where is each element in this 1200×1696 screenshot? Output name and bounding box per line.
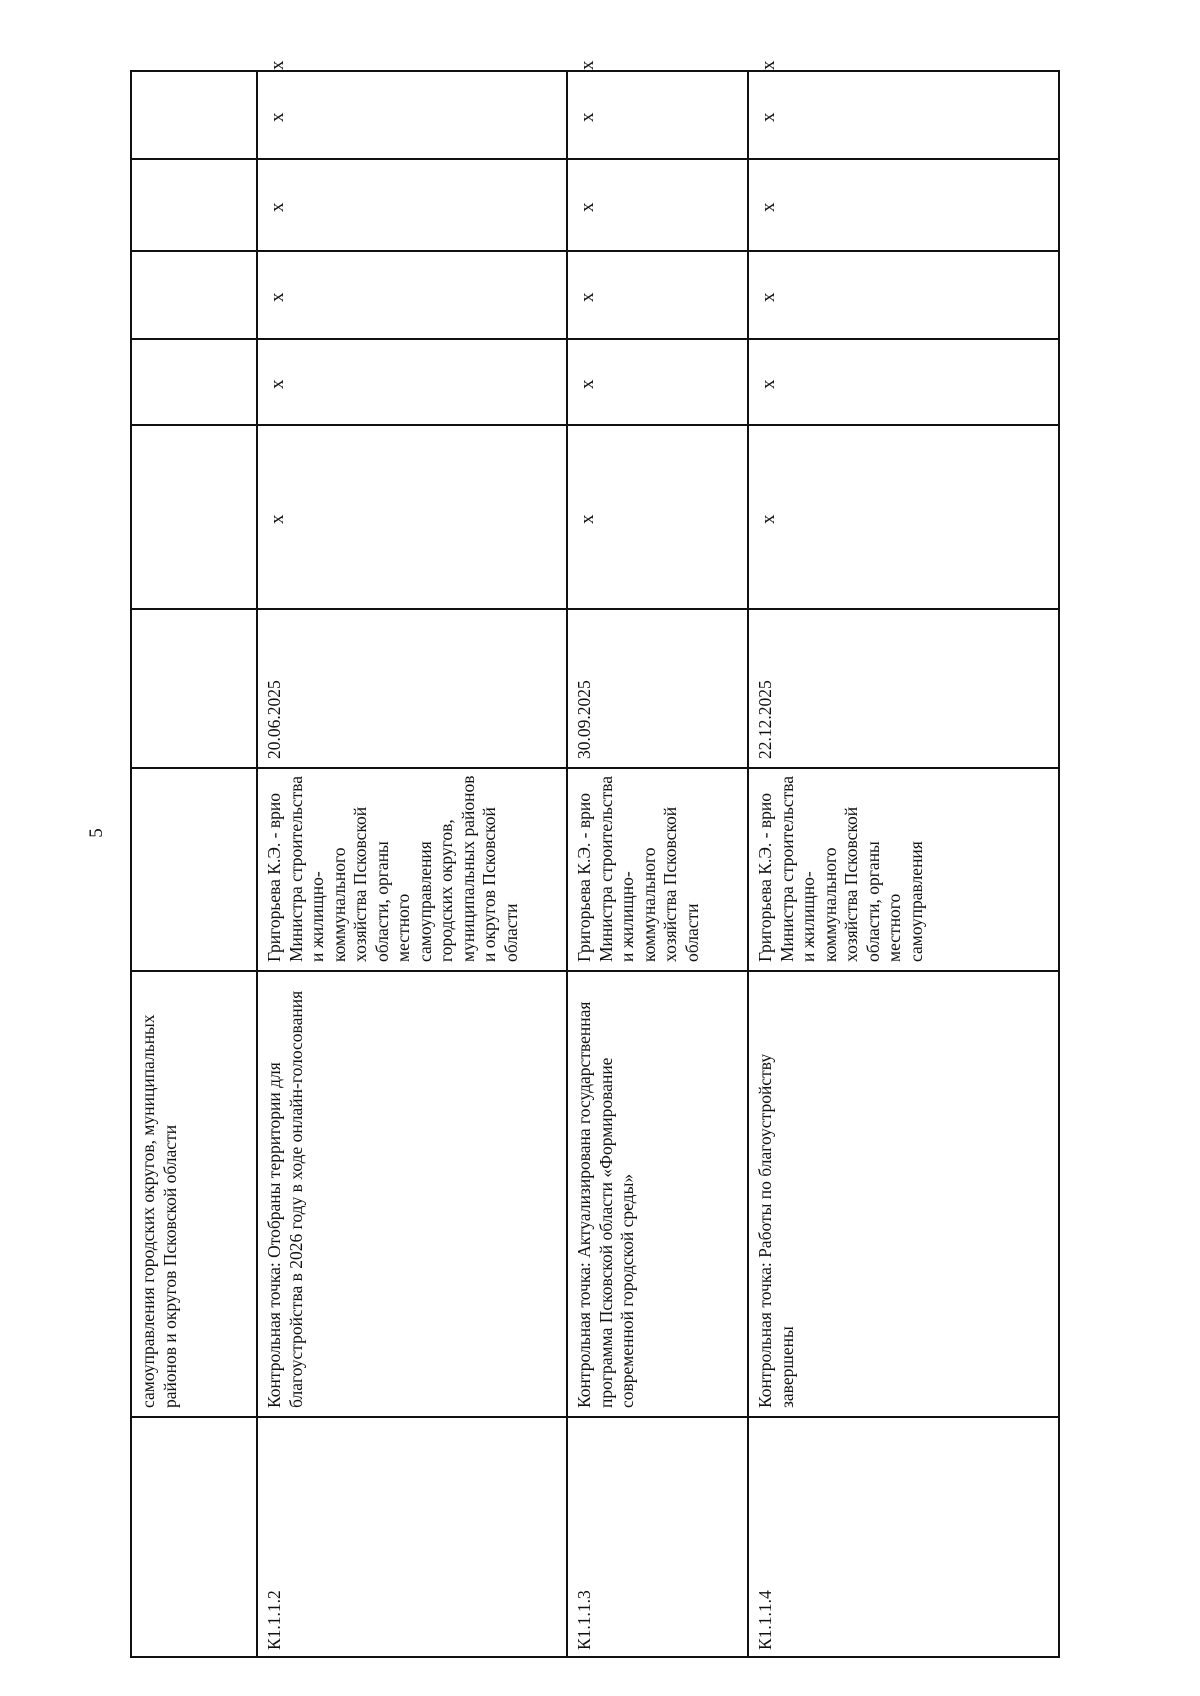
cell-x-mark: x	[577, 60, 598, 70]
row-responsible: Григорьева К.Э. - врио Министра строительства и жилищно-коммунального хозяйства Псковской области, органы местного самоуправления	[755, 775, 926, 962]
cell-x-mark: x	[267, 292, 288, 302]
row-code: К1.1.1.3	[574, 1590, 594, 1650]
row-responsible: Григорьева К.Э. - врио Министра строительства и жилищно-коммунального хозяйства Псковской области	[574, 775, 702, 962]
row-name: Контрольная точка: Работы по благоустройству завершены	[755, 1053, 797, 1408]
cell-x-mark: x	[267, 202, 288, 212]
row-responsible: Григорьева К.Э. - врио Министра строительства и жилищно-коммунального хозяйства Псковской области, органы местного самоуправления городских округов, муниципальных районов и округов Псковской области	[264, 775, 521, 962]
cell-x-mark: x	[758, 202, 779, 212]
cell-x-mark: x	[758, 379, 779, 389]
row-code: К1.1.1.4	[755, 1590, 775, 1650]
cell-x-mark: x	[577, 514, 598, 524]
cell-x-mark: x	[758, 112, 779, 122]
row-date: 30.09.2025	[574, 680, 594, 759]
continuation-cell-text: самоуправления городских округов, муниципальных районов и округов Псковской области	[138, 1014, 180, 1408]
row-code: К1.1.1.2	[264, 1590, 284, 1650]
row-name: Контрольная точка: Отобраны территории для благоустройства в 2026 году в ходе онлайн-голосования	[264, 990, 306, 1408]
cell-x-mark: x	[577, 292, 598, 302]
page-number: 5	[86, 828, 107, 838]
cell-x-mark: x	[577, 379, 598, 389]
row-date: 22.12.2025	[755, 680, 775, 759]
row-name: Контрольная точка: Актуализирована государственная программа Псковской области «Формирование современной городской среды»	[574, 1001, 637, 1408]
cell-x-mark: x	[267, 379, 288, 389]
cell-x-mark: x	[758, 292, 779, 302]
cell-x-mark: x	[267, 514, 288, 524]
cell-x-mark: x	[577, 202, 598, 212]
row-date: 20.06.2025	[264, 680, 284, 759]
rotated-table	[130, 60, 1060, 1658]
cell-x-mark: x	[758, 514, 779, 524]
cell-x-mark: x	[758, 60, 779, 70]
cell-x-mark: x	[267, 112, 288, 122]
cell-x-mark: x	[577, 112, 598, 122]
cell-x-mark: x	[267, 60, 288, 70]
